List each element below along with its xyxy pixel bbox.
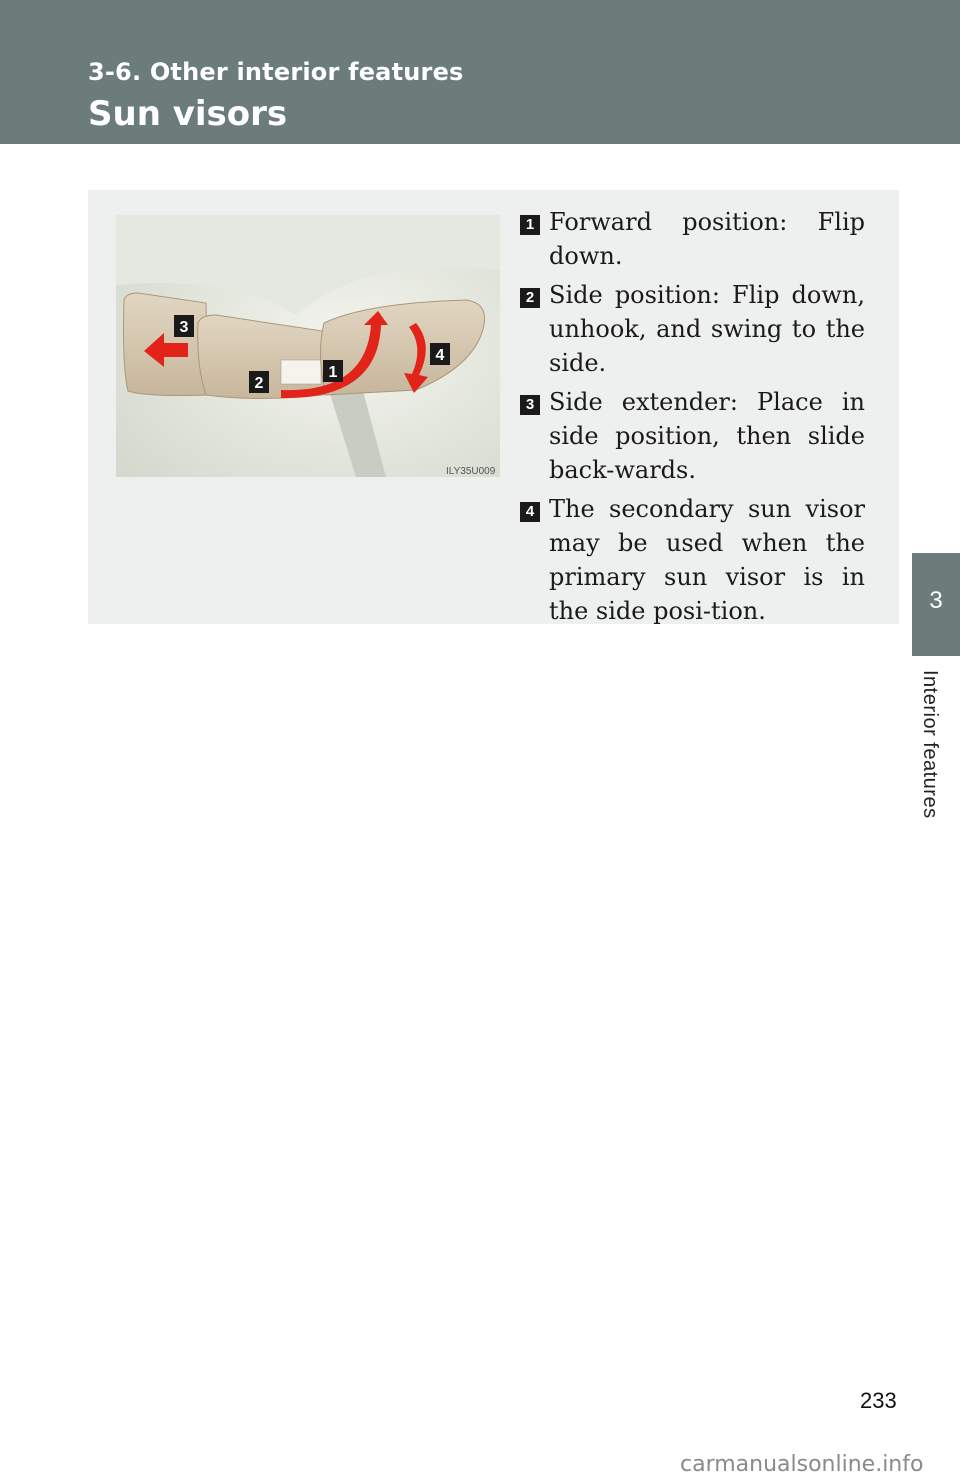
svg-text:4: 4 [435,347,445,364]
svg-text:2: 2 [254,375,264,392]
chapter-tab[interactable] [912,553,960,656]
step-text: Forward position: Flip down. [549,208,865,270]
callout-4 [430,343,450,365]
watermark-text: carmanualsonline.info [680,1452,924,1477]
svg-text:3: 3 [179,319,189,336]
step-text: Side position: Flip down, unhook, and swing to the side. [549,281,865,377]
step-item [520,278,865,380]
step-item [520,205,865,273]
page-header [0,0,960,144]
step-number-badge: 2 [520,288,540,308]
step-item [520,385,865,487]
step-text: Side extender: Place in side position, then slide back-wards. [549,388,865,484]
callout-3 [174,315,194,337]
callout-2 [249,371,269,393]
step-number-badge: 1 [520,215,540,235]
callout-1 [323,360,343,382]
chapter-number: 3 [929,587,943,614]
step-number-badge: 3 [520,395,540,415]
image-code: ILY35U009 [446,466,496,477]
step-item [520,492,865,628]
step-list [520,205,865,633]
svg-text:1: 1 [328,364,338,381]
step-number-badge: 4 [520,502,540,522]
step-text: The secondary sun visor may be used when the primary sun visor is in the side posi-tion. [549,495,865,625]
sun-visor-illustration [116,215,500,477]
chapter-label: Interior features [919,670,941,819]
page-title: Sun visors [88,94,288,134]
page-number: 233 [860,1388,897,1413]
section-label: 3-6. Other interior features [88,58,464,86]
